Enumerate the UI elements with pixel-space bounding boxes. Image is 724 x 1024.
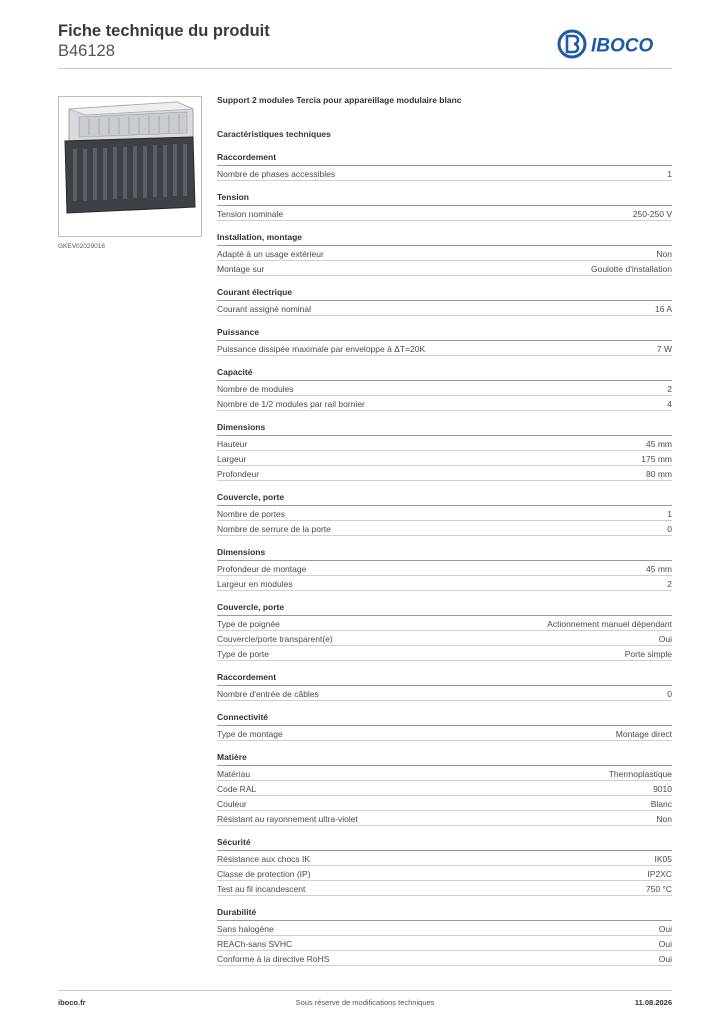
spec-label: Montage sur <box>217 264 265 274</box>
spec-value: Oui <box>658 939 672 949</box>
spec-row <box>217 951 672 966</box>
spec-row <box>217 796 672 811</box>
spec-section <box>217 752 672 826</box>
spec-section <box>217 422 672 481</box>
spec-section <box>217 492 672 536</box>
section-title: Tension <box>217 192 672 206</box>
spec-label: Profondeur <box>217 469 260 479</box>
section-title: Installation, montage <box>217 232 672 246</box>
spec-value: Blanc <box>650 799 672 809</box>
section-title: Couvercle, porte <box>217 492 672 506</box>
spec-value: 9010 <box>653 784 672 794</box>
spec-label: Nombre de modules <box>217 384 294 394</box>
spec-row <box>217 616 672 631</box>
spec-row <box>217 646 672 661</box>
spec-label: Type de poignée <box>217 619 280 629</box>
spec-row <box>217 246 672 261</box>
spec-row <box>217 866 672 881</box>
spec-label: Couleur <box>217 799 247 809</box>
spec-row <box>217 341 672 356</box>
spec-label: Résistance aux chocs IK <box>217 854 311 864</box>
spec-section <box>217 547 672 591</box>
spec-value: 0 <box>667 689 672 699</box>
spec-row <box>217 686 672 701</box>
spec-value: 16 A <box>654 304 672 314</box>
product-reference: B46128 <box>58 42 115 60</box>
spec-value: 4 <box>667 399 672 409</box>
section-title: Couvercle, porte <box>217 602 672 616</box>
spec-label: Nombre de portes <box>217 509 286 519</box>
spec-value: Non <box>656 814 672 824</box>
spec-value: 45 mm <box>646 564 672 574</box>
spec-value: 45 mm <box>646 439 672 449</box>
spec-value: 0 <box>667 524 672 534</box>
page-title: Fiche technique du produit <box>58 22 270 40</box>
section-title: Raccordement <box>217 672 672 686</box>
footer-divider <box>58 990 672 991</box>
product-title: Support 2 modules Tercia pour appareillage modulaire blanc <box>217 95 462 105</box>
spec-value: 80 mm <box>646 469 672 479</box>
spec-row <box>217 466 672 481</box>
spec-row <box>217 811 672 826</box>
footer-site-link[interactable]: iboco.fr <box>58 998 86 1007</box>
spec-value: Thermoplastique <box>608 769 672 779</box>
spec-label: Nombre de phases accessibles <box>217 169 336 179</box>
spec-label: Test au fil incandescent <box>217 884 306 894</box>
document-header <box>58 22 270 61</box>
spec-section <box>217 907 672 966</box>
spec-row <box>217 921 672 936</box>
section-title: Courant électrique <box>217 287 672 301</box>
spec-row <box>217 206 672 221</box>
spec-value: IP2XC <box>647 869 672 879</box>
spec-value: Montage direct <box>615 729 672 739</box>
section-title: Matière <box>217 752 672 766</box>
spec-value: Porte simple <box>624 649 672 659</box>
spec-row <box>217 561 672 576</box>
iboco-logo-icon <box>557 28 675 60</box>
spec-row <box>217 301 672 316</box>
section-title: Connectivité <box>217 712 672 726</box>
spec-sections <box>217 152 672 966</box>
spec-row <box>217 506 672 521</box>
spec-label: Nombre d'entrée de câbles <box>217 689 319 699</box>
spec-row <box>217 436 672 451</box>
section-title: Raccordement <box>217 152 672 166</box>
spec-label: Matériau <box>217 769 251 779</box>
spec-row <box>217 261 672 276</box>
spec-row <box>217 631 672 646</box>
spec-label: Tension nominale <box>217 209 284 219</box>
spec-value: Goulotte d'installation <box>590 264 672 274</box>
spec-content <box>217 95 672 966</box>
section-title: Sécurité <box>217 837 672 851</box>
spec-row <box>217 576 672 591</box>
section-title: Durabilité <box>217 907 672 921</box>
spec-section <box>217 367 672 411</box>
footer-note: Sous réserve de modifications techniques <box>295 998 435 1007</box>
spec-label: Nombre de serrure de la porte <box>217 524 331 534</box>
spec-label: Résistant au rayonnement ultra-violet <box>217 814 358 824</box>
spec-value: 175 mm <box>641 454 672 464</box>
spec-label: Largeur <box>217 454 247 464</box>
spec-section <box>217 672 672 701</box>
spec-row <box>217 396 672 411</box>
spec-value: IK05 <box>654 854 672 864</box>
spec-section <box>217 712 672 741</box>
spec-section <box>217 602 672 661</box>
spec-row <box>217 881 672 896</box>
spec-value: 1 <box>667 509 672 519</box>
spec-section <box>217 287 672 316</box>
spec-row <box>217 381 672 396</box>
spec-value: 1 <box>667 169 672 179</box>
spec-label: Code RAL <box>217 784 257 794</box>
spec-label: Adapté à un usage extérieur <box>217 249 324 259</box>
logo-text: IBOCO <box>591 35 654 57</box>
product-image <box>58 96 202 237</box>
spec-label: Largeur en modules <box>217 579 293 589</box>
spec-value: Non <box>656 249 672 259</box>
image-caption: GKEV02029016 <box>58 243 105 250</box>
spec-value: 2 <box>667 579 672 589</box>
spec-section <box>217 232 672 276</box>
spec-value: 2 <box>667 384 672 394</box>
spec-label: Puissance dissipée maximale par enveloppe à ΔT=20K <box>217 344 426 354</box>
spec-value: Oui <box>658 954 672 964</box>
section-title: Capacité <box>217 367 672 381</box>
spec-label: Type de montage <box>217 729 283 739</box>
spec-label: REACh-sans SVHC <box>217 939 293 949</box>
section-title: Puissance <box>217 327 672 341</box>
spec-value: 750 °C <box>645 884 672 894</box>
spec-section <box>217 192 672 221</box>
spec-label: Hauteur <box>217 439 248 449</box>
section-title: Dimensions <box>217 422 672 436</box>
spec-section <box>217 837 672 896</box>
spec-row <box>217 451 672 466</box>
spec-row <box>217 726 672 741</box>
spec-label: Classe de protection (IP) <box>217 869 311 879</box>
spec-label: Courant assigné nominal <box>217 304 312 314</box>
spec-row <box>217 936 672 951</box>
spec-value: Oui <box>658 634 672 644</box>
iboco-logo <box>557 28 675 60</box>
spec-section <box>217 152 672 181</box>
section-title: Dimensions <box>217 547 672 561</box>
spec-row <box>217 766 672 781</box>
spec-label: Sans halogène <box>217 924 274 934</box>
spec-row <box>217 781 672 796</box>
spec-value: Actionnement manuel dépendant <box>547 619 672 629</box>
product-photo-icon <box>59 97 201 236</box>
spec-value: 250-250 V <box>632 209 672 219</box>
footer-date: 11.08.2026 <box>634 998 672 1007</box>
spec-label: Conforme à la directive RoHS <box>217 954 330 964</box>
spec-section <box>217 327 672 356</box>
spec-value: Oui <box>658 924 672 934</box>
spec-label: Nombre de 1/2 modules par rail bornier <box>217 399 365 409</box>
spec-heading: Caractéristiques techniques <box>217 129 331 139</box>
header-divider <box>58 68 672 69</box>
document-footer <box>58 998 672 1010</box>
spec-row <box>217 521 672 536</box>
spec-label: Type de porte <box>217 649 269 659</box>
spec-row <box>217 851 672 866</box>
spec-label: Profondeur de montage <box>217 564 307 574</box>
spec-row <box>217 166 672 181</box>
spec-value: 7 W <box>656 344 672 354</box>
spec-label: Couvercle/porte transparent(e) <box>217 634 333 644</box>
